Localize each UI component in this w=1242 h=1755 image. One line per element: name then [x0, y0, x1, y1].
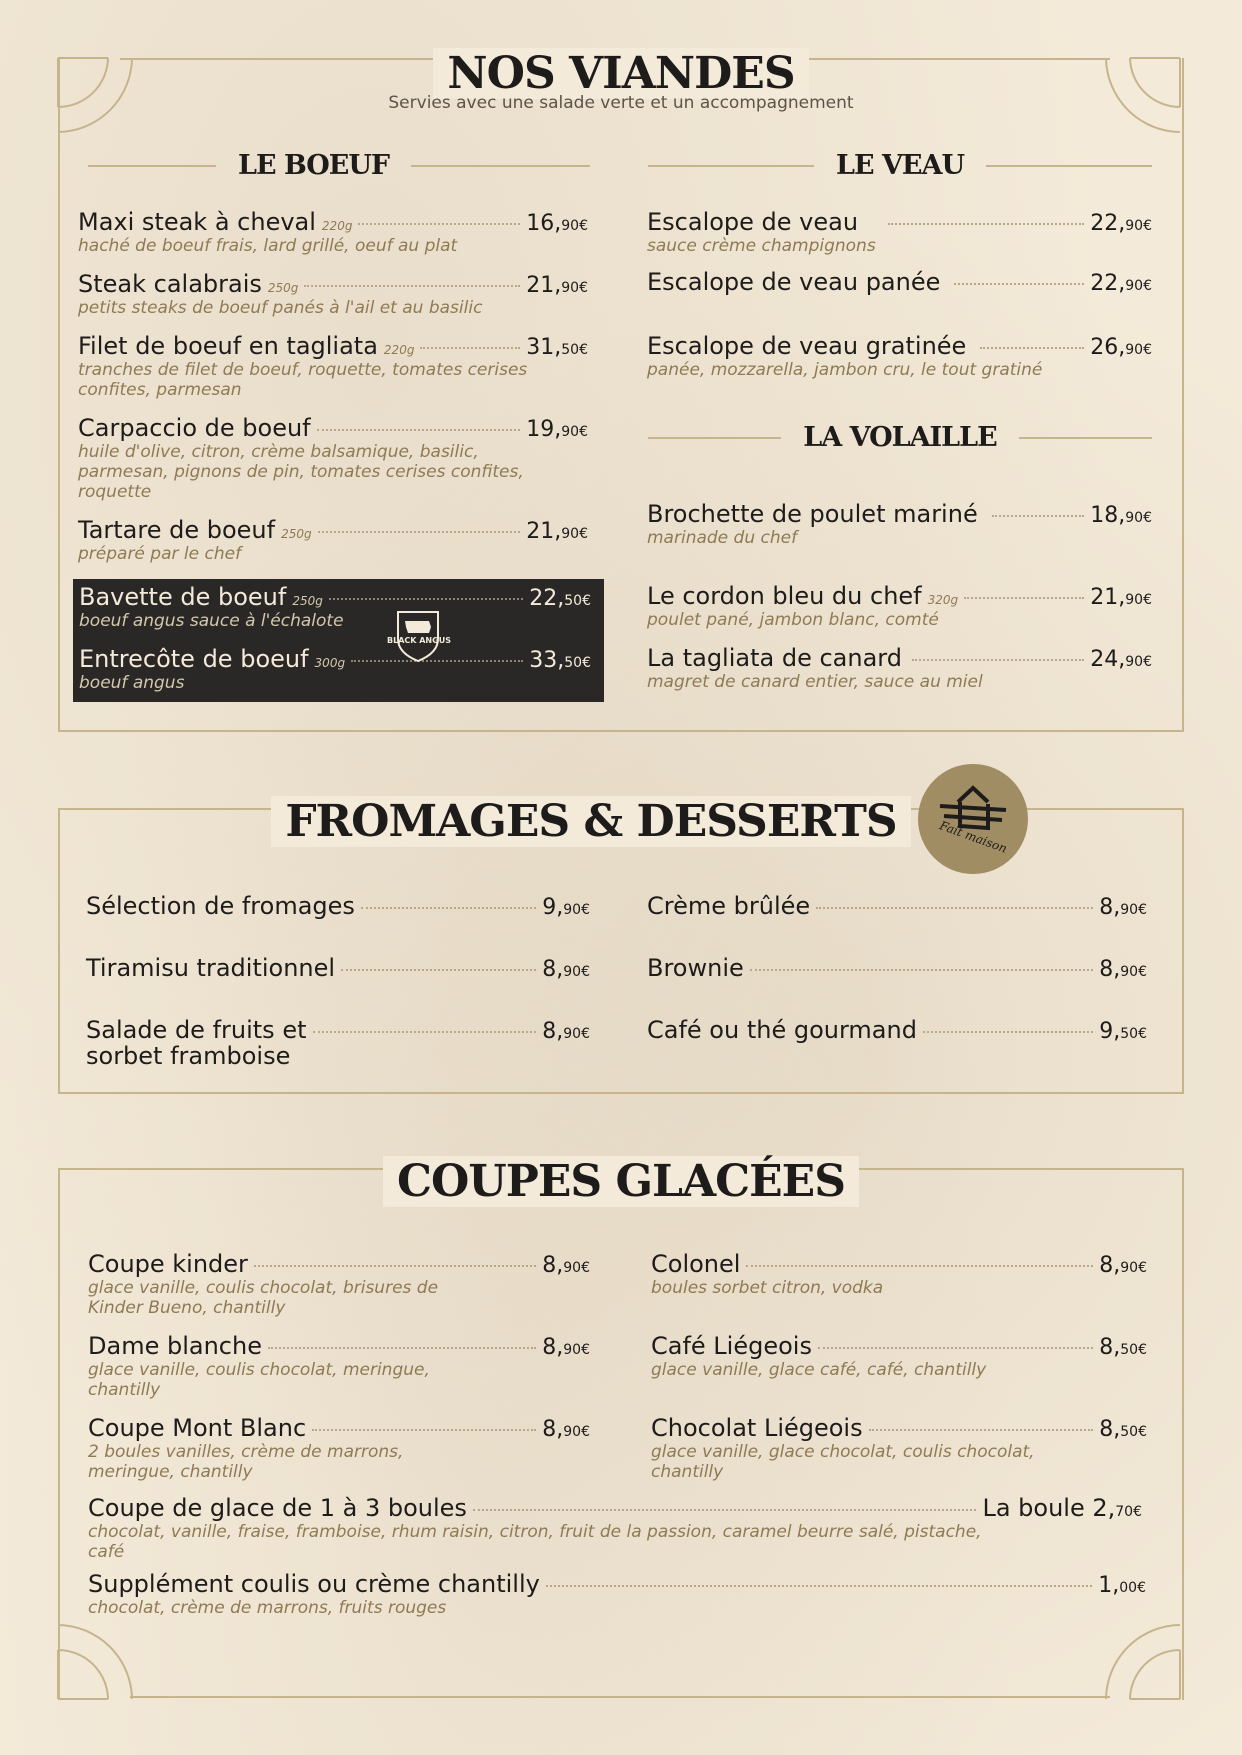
desserts-title: FROMAGES & DESSERTS	[0, 796, 1212, 847]
corner-ornament-icon	[1101, 1620, 1181, 1700]
category-veau: LE VEAU	[648, 150, 1152, 181]
glace-coupe-kinder: Coupe kinder 8,90€ glace vanille, coulis chocolat, brisures de Kinder Bueno, chantilly	[88, 1250, 590, 1318]
glace-supplement: Supplément coulis ou crème chantilly 1,00€ chocolat, crème de marrons, fruits rouges	[88, 1570, 1146, 1618]
glace-dame-blanche: Dame blanche 8,90€ glace vanille, coulis chocolat, meringue, chantilly	[88, 1332, 590, 1400]
black-angus-block	[73, 579, 604, 702]
menu-item-filet-tagliata: Filet de boeuf en tagliata 220g 31,50€ tranches de filet de boeuf, roquette, tomates cerises confites, parmesan	[78, 332, 588, 400]
menu-item-bavette: Bavette de boeuf 250g 22,50€ boeuf angus sauce à l'échalote	[79, 583, 591, 631]
menu-item-entrecote: Entrecôte de boeuf 300g 33,50€ boeuf angus	[79, 645, 591, 693]
menu-item-carpaccio: Carpaccio de boeuf 19,90€ huile d'olive, citron, crème balsamique, basilic, parmesan, pignons de pin, tomates cerises confites, roquette	[78, 414, 588, 502]
category-boeuf: LE BOEUF	[88, 150, 590, 181]
glaces-title: COUPES GLACÉES	[0, 1156, 1242, 1207]
black-angus-label: BLACK ANGUS	[387, 636, 451, 645]
glace-mont-blanc: Coupe Mont Blanc 8,90€ 2 boules vanilles, crème de marrons, meringue, chantilly	[88, 1414, 590, 1482]
menu-item-cordon-bleu: Le cordon bleu du chef 320g 21,90€ poulet pané, jambon blanc, comté	[647, 582, 1152, 630]
dessert-salade-fruits: Salade de fruits et 8,90€ sorbet framboise	[86, 1016, 590, 1070]
viandes-subtitle: Servies avec une salade verte et un accompagnement	[388, 93, 854, 113]
menu-item-maxi-steak: Maxi steak à cheval 220g 16,90€ haché de boeuf frais, lard grillé, oeuf au plat	[78, 208, 588, 256]
glace-chocolat-liegeois: Chocolat Liégeois 8,50€ glace vanille, glace chocolat, coulis chocolat, chantilly	[651, 1414, 1147, 1482]
glace-boules: Coupe de glace de 1 à 3 boules La boule 2,70€ chocolat, vanille, fraise, framboise, rhum raisin, citron, fruit de la passion, caramel beurre salé, pistache, café	[88, 1494, 1142, 1562]
glaces-frame-bottom	[130, 1696, 1110, 1698]
glace-cafe-liegeois: Café Liégeois 8,50€ glace vanille, glace café, café, chantilly	[651, 1332, 1147, 1380]
dessert-tiramisu: Tiramisu traditionnel 8,90€	[86, 954, 590, 982]
glace-colonel: Colonel 8,90€ boules sorbet citron, vodka	[651, 1250, 1147, 1298]
dessert-fromages: Sélection de fromages 9,90€	[86, 892, 590, 920]
dessert-brownie: Brownie 8,90€	[647, 954, 1147, 982]
menu-item-escalope-panee: Escalope de veau panée 22,90€	[647, 268, 1152, 296]
menu-item-steak-calabrais: Steak calabrais 250g 21,90€ petits steaks de boeuf panés à l'ail et au basilic	[78, 270, 588, 318]
menu-item-escalope-gratinee: Escalope de veau gratinée 26,90€ panée, mozzarella, jambon cru, le tout gratiné	[647, 332, 1152, 380]
dessert-cafe-gourmand: Café ou thé gourmand 9,50€	[647, 1016, 1147, 1044]
menu-item-brochette-poulet: Brochette de poulet mariné 18,90€ marinade du chef	[647, 500, 1152, 548]
viandes-title: NOS VIANDES	[0, 48, 1242, 99]
corner-ornament-icon	[57, 1620, 137, 1700]
fait-maison-label: Fait maison	[937, 818, 1009, 856]
category-volaille: LA VOLAILLE	[648, 422, 1152, 453]
menu-item-tartare: Tartare de boeuf 250g 21,90€ préparé par le chef	[78, 516, 588, 564]
fait-maison-badge	[918, 764, 1028, 874]
menu-item-escalope-veau: Escalope de veau 22,90€ sauce crème champignons	[647, 208, 1152, 256]
menu-item-tagliata-canard: La tagliata de canard 24,90€ magret de canard entier, sauce au miel	[647, 644, 1152, 692]
dessert-creme-brulee: Crème brûlée 8,90€	[647, 892, 1147, 920]
